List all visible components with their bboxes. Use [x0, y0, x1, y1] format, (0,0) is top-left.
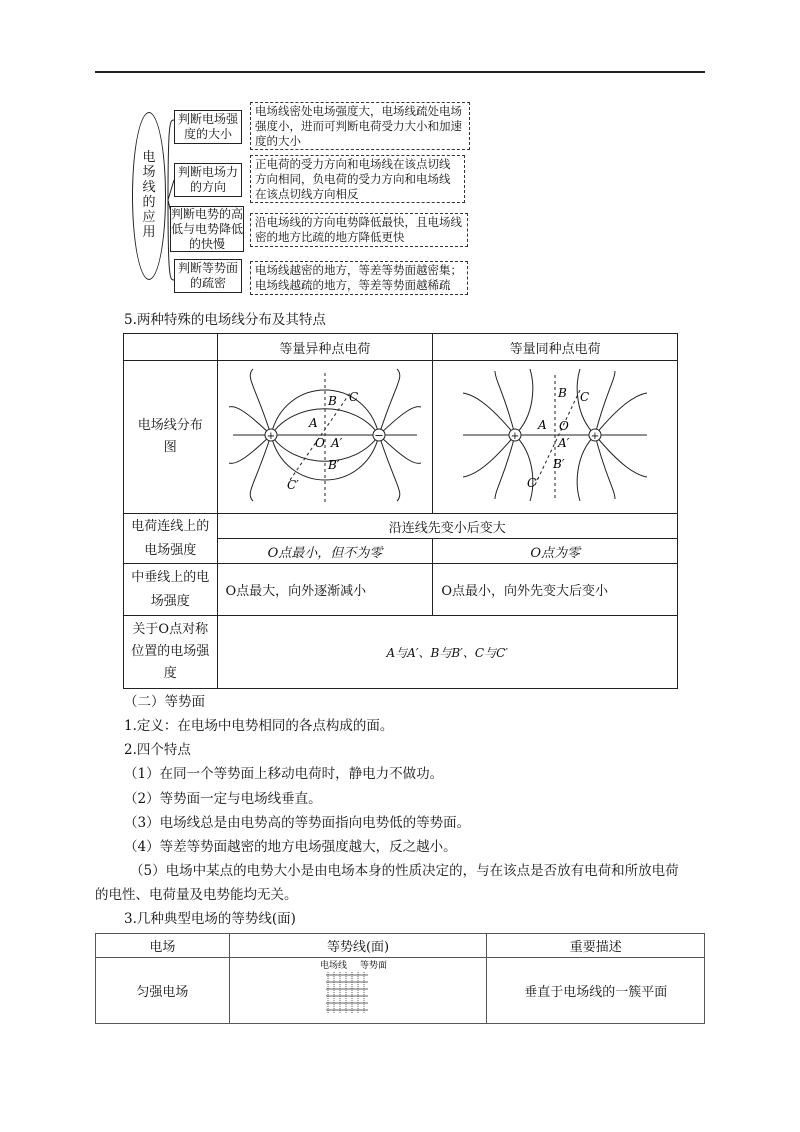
row-sym-value: A与A′、B与B′、C与C′	[217, 616, 678, 689]
branch-equipotential-desc: 电场线越密的地方，等差等势面越密集；电场线越疏的地方，等差等势面越稀疏	[250, 261, 468, 295]
feature-2: （2）等势面一定与电场线垂直。	[124, 791, 322, 807]
feature-4: （4）等差等势面越密的地方电场强度越大，反之越小。	[124, 839, 457, 855]
branch-force-desc: 正电荷的受力方向和电场线在该点切线方向相同，负电荷的受力方向和电场线在该点切线方向相反	[250, 155, 465, 203]
unlike-label-A2: A′	[330, 436, 343, 450]
branch-strength: 判断电场强度的大小	[174, 110, 242, 144]
like-field-figure	[433, 361, 678, 514]
like-label-C2: C′	[527, 476, 540, 490]
row-perp-unlike: O点最大，向外逐渐减小	[217, 564, 433, 616]
row-figure-label: 电场线分布图	[124, 361, 218, 514]
equipotential-table	[95, 933, 705, 1024]
branch-force: 判断电场力的方向	[174, 163, 242, 197]
branch-strength-desc: 电场线密处电场强度大，电场线疏处电场强度小，进而可判断电荷受力大小和加速度的大小	[250, 102, 470, 150]
unlike-label-B2: B′	[327, 458, 340, 472]
row-line-unlike: O点最小，但不为零	[217, 539, 433, 564]
like-label-C: C	[580, 390, 590, 404]
row-line-label: 电荷连线上的电场强度	[124, 514, 218, 564]
row-line-like: O点为零	[433, 539, 678, 564]
header-lines: 等势线(面)	[229, 934, 487, 958]
row-perp-like: O点最小，向外先变大后变小	[433, 564, 678, 616]
note-5-line2: 的电性、电荷量及电势能均无关。	[95, 887, 298, 903]
charge-comparison-table	[123, 333, 678, 689]
feature-1: （1）在同一个等势面上移动电荷时，静电力不做功。	[124, 766, 444, 782]
like-charges-diagram	[455, 365, 655, 505]
row-perp-label: 中垂线上的电场强度	[124, 564, 218, 616]
unlike-label-B: B	[327, 394, 337, 408]
concept-root-label: 电场线的应用	[142, 150, 156, 240]
row-sym-label: 关于O点对称位置的电场强度	[124, 616, 218, 689]
like-label-B2: B′	[553, 457, 565, 471]
header-desc: 重要描述	[487, 934, 705, 958]
branch-equipotential: 判断等势面的疏密	[174, 259, 242, 293]
section-equipotential: （二）等势面	[124, 694, 205, 710]
unlike-charges-diagram	[225, 365, 425, 505]
like-label-B: B	[558, 386, 567, 400]
row1-desc: 垂直于电场线的一簇平面	[487, 958, 705, 1024]
features-title: 2.四个特点	[124, 742, 191, 758]
unlike-field-figure	[217, 361, 433, 514]
header-rule	[95, 71, 705, 73]
section-3-title: 3.几种典型电场的等势线(面)	[124, 911, 296, 927]
feature-3: （3）电场线总是由电势高的等势面指向电势低的等势面。	[124, 815, 471, 831]
header-field: 电场	[96, 934, 230, 958]
like-label-A: A	[538, 418, 547, 432]
row1-field: 匀强电场	[96, 958, 230, 1024]
col-unlike: 等量异种点电荷	[217, 334, 433, 361]
unlike-label-A: A	[308, 416, 318, 430]
unlike-charge-plus: +	[266, 431, 276, 442]
like-label-O: O	[559, 419, 570, 433]
table-corner	[124, 334, 218, 361]
unlike-label-O: O	[314, 436, 325, 450]
note-5-line1: （5）电场中某点的电势大小是由电场本身的性质决定的，与在该点是否放有电荷和所放电荷	[130, 863, 679, 879]
uniform-field-figure	[229, 958, 487, 1024]
like-charge-plus-right: +	[590, 431, 600, 442]
unlike-label-C: C	[348, 390, 359, 404]
uniform-field-diagram	[318, 959, 398, 1019]
definition-line: 1.定义：在电场中电势相同的各点构成的面。	[124, 718, 394, 734]
col-like: 等量同种点电荷	[433, 334, 678, 361]
fig-label-field-lines: 电场线	[320, 960, 348, 971]
section-5-title: 5.两种特殊的电场线分布及其特点	[124, 312, 326, 328]
fig-label-equipotential: 等势面	[360, 960, 388, 971]
branch-potential-desc: 沿电场线的方向电势降低最快，且电场线密的地方比疏的地方降低更快	[250, 213, 468, 247]
unlike-charge-minus: −	[374, 429, 384, 442]
like-charge-plus-left: +	[510, 431, 520, 442]
row-line-common: 沿连线先变小后变大	[217, 514, 678, 539]
branch-potential: 判断电势的高低与电势降低的快慢	[171, 206, 244, 251]
like-label-A2: A′	[558, 436, 570, 450]
unlike-label-C2: C′	[286, 478, 299, 492]
